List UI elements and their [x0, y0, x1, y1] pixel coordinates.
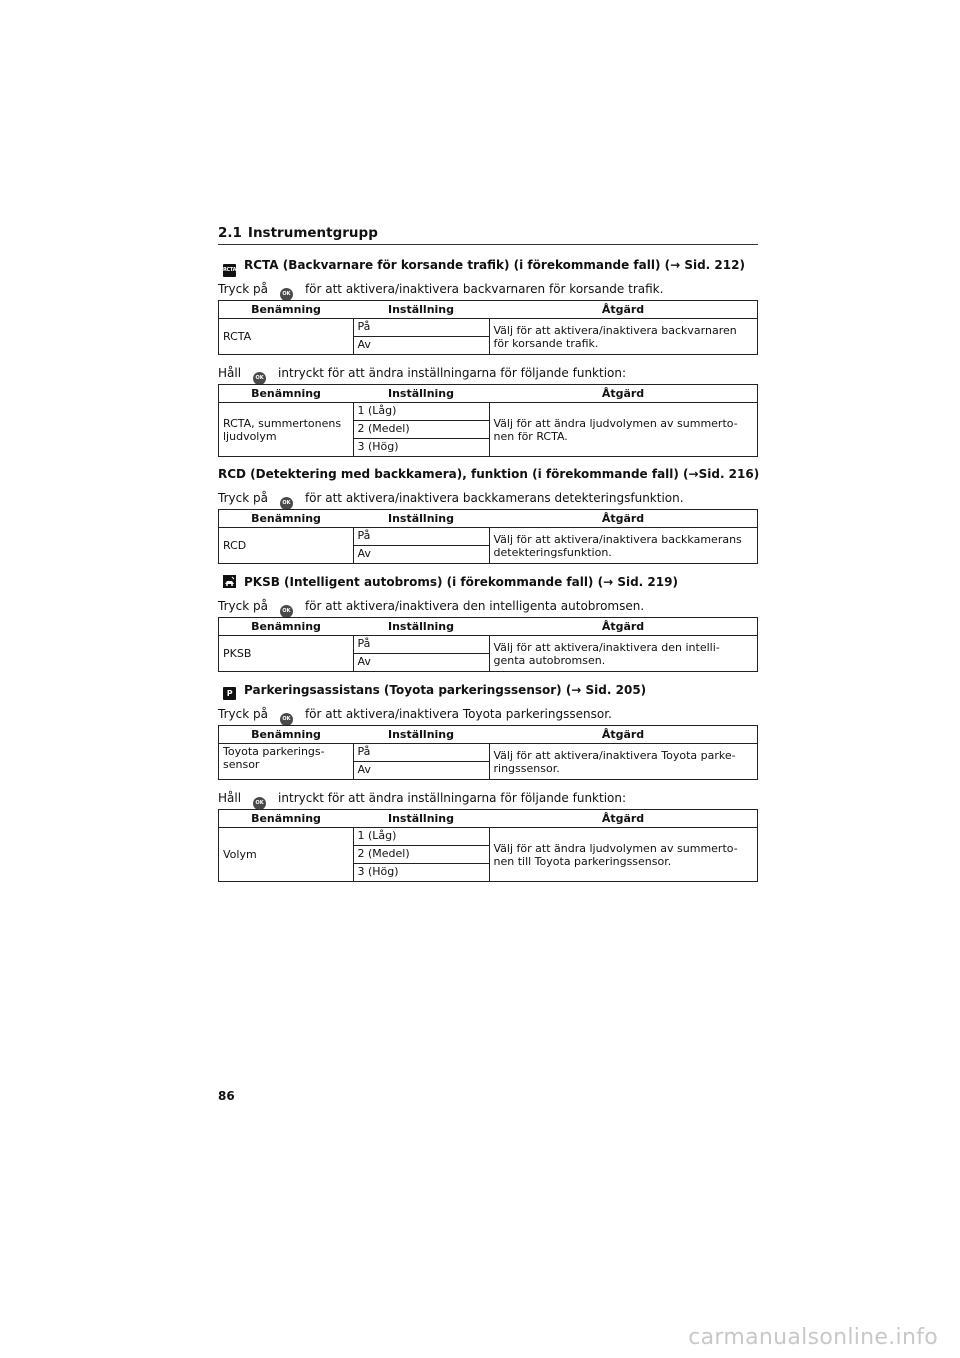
- row-setting: 3 (Hög): [353, 864, 489, 882]
- row-setting: 1 (Låg): [353, 403, 489, 421]
- col-setting: Inställning: [353, 301, 489, 319]
- ok-button-icon: OK: [253, 372, 266, 385]
- col-name: Benämning: [219, 301, 354, 319]
- ok-button-icon: OK: [280, 288, 293, 301]
- ok-button-icon: OK: [280, 497, 293, 510]
- pksb-table: [218, 617, 758, 672]
- row-setting: Av: [353, 546, 489, 564]
- row-setting: 2 (Medel): [353, 421, 489, 439]
- park-instruction: Tryck på OK för att aktivera/inaktivera Toyota parkeringssensor.: [218, 706, 612, 726]
- row-setting: På: [353, 636, 489, 654]
- rcd-heading: [218, 466, 759, 482]
- rcta-heading: [218, 257, 745, 277]
- ok-button-icon: OK: [280, 713, 293, 726]
- table-header-row: [219, 301, 758, 319]
- table-row: [219, 744, 758, 762]
- row-action: Välj för att ändra ljudvolymen av summerto- nen till Toyota parkeringssensor.: [489, 828, 758, 882]
- row-setting: 2 (Medel): [353, 846, 489, 864]
- row-name: Volym: [219, 828, 354, 882]
- table-header-row: Benämning Inställning Åtgärd: [219, 726, 758, 744]
- row-setting: Av: [353, 337, 489, 355]
- table-row: [219, 319, 758, 337]
- col-action: Åtgärd: [489, 301, 758, 319]
- section-title: Instrumentgrupp: [247, 225, 378, 241]
- park-hold-instruction: Håll OK intryckt för att ändra inställningarna för följande funktion:: [218, 790, 626, 810]
- rcta-icon: RCTA: [223, 264, 236, 277]
- row-name: PKSB: [219, 636, 354, 672]
- row-action: Välj för att aktivera/inaktivera backkamerans detekteringsfunktion.: [489, 528, 758, 564]
- parking-sensor-icon: P: [223, 687, 236, 700]
- rcd-heading-text: RCD (Detektering med backkamera), funktion (i förekommande fall) (→Sid. 216): [218, 467, 760, 481]
- table-row: [219, 403, 758, 421]
- brake-assist-icon: [223, 575, 236, 588]
- rcta-instruction: Tryck på OK för att aktivera/inaktivera backvarnaren för korsande trafik.: [218, 281, 663, 301]
- park-heading: [218, 682, 646, 700]
- rcd-instruction: Tryck på OK för att aktivera/inaktivera backkamerans detekteringsfunktion.: [218, 490, 684, 510]
- ok-button-icon: OK: [280, 605, 293, 618]
- row-action: Välj för att aktivera/inaktivera den intelli- genta autobromsen.: [489, 636, 758, 672]
- row-setting: På: [353, 528, 489, 546]
- pksb-heading: [218, 574, 678, 590]
- row-setting: Av: [353, 654, 489, 672]
- rcta-table: [218, 300, 758, 355]
- rcta-hold-instruction: Håll OK intryckt för att ändra inställningarna för följande funktion:: [218, 365, 626, 385]
- pksb-instruction: Tryck på OK för att aktivera/inaktivera den intelligenta autobromsen.: [218, 598, 644, 618]
- row-name: Toyota parkerings- sensor: [219, 744, 354, 780]
- rcd-table: [218, 509, 758, 564]
- park-heading-text: Parkeringsassistans (Toyota parkeringssensor) (→ Sid. 205): [244, 683, 647, 697]
- ok-button-icon: OK: [253, 797, 266, 810]
- row-action: Välj för att aktivera/inaktivera backvarnaren för korsande trafik.: [489, 319, 758, 355]
- table-row: [219, 636, 758, 654]
- row-setting: 3 (Hög): [353, 439, 489, 457]
- row-setting: På: [353, 319, 489, 337]
- rcta-heading-text: RCTA (Backvarnare för korsande trafik) (i förekommande fall) (→ Sid. 212): [244, 258, 745, 272]
- row-name: RCTA: [219, 319, 354, 355]
- table-header-row: Benämning Inställning Åtgärd: [219, 510, 758, 528]
- section-number: 2.1: [218, 225, 242, 241]
- table-row: [219, 528, 758, 546]
- table-row: [219, 828, 758, 846]
- row-action: Välj för att ändra ljudvolymen av summerto- nen för RCTA.: [489, 403, 758, 457]
- row-name: RCTA, summertonens ljudvolym: [219, 403, 354, 457]
- row-name: RCD: [219, 528, 354, 564]
- watermark: carmanualsonline.info: [688, 1325, 938, 1350]
- row-setting: 1 (Låg): [353, 828, 489, 846]
- pksb-heading-text: PKSB (Intelligent autobroms) (i förekommande fall) (→ Sid. 219): [244, 575, 678, 589]
- park-table: [218, 725, 758, 780]
- table-header-row: Benämning Inställning Åtgärd: [219, 618, 758, 636]
- row-setting: På: [353, 744, 489, 762]
- section-header: [218, 224, 758, 245]
- table-header-row: Benämning Inställning Åtgärd: [219, 810, 758, 828]
- rcta-volume-table: [218, 384, 758, 457]
- row-setting: Av: [353, 762, 489, 780]
- row-action: Välj för att aktivera/inaktivera Toyota parke- ringssensor.: [489, 744, 758, 780]
- park-volume-table: [218, 809, 758, 882]
- table-header-row: Benämning Inställning Åtgärd: [219, 385, 758, 403]
- page-number: 86: [218, 1089, 235, 1103]
